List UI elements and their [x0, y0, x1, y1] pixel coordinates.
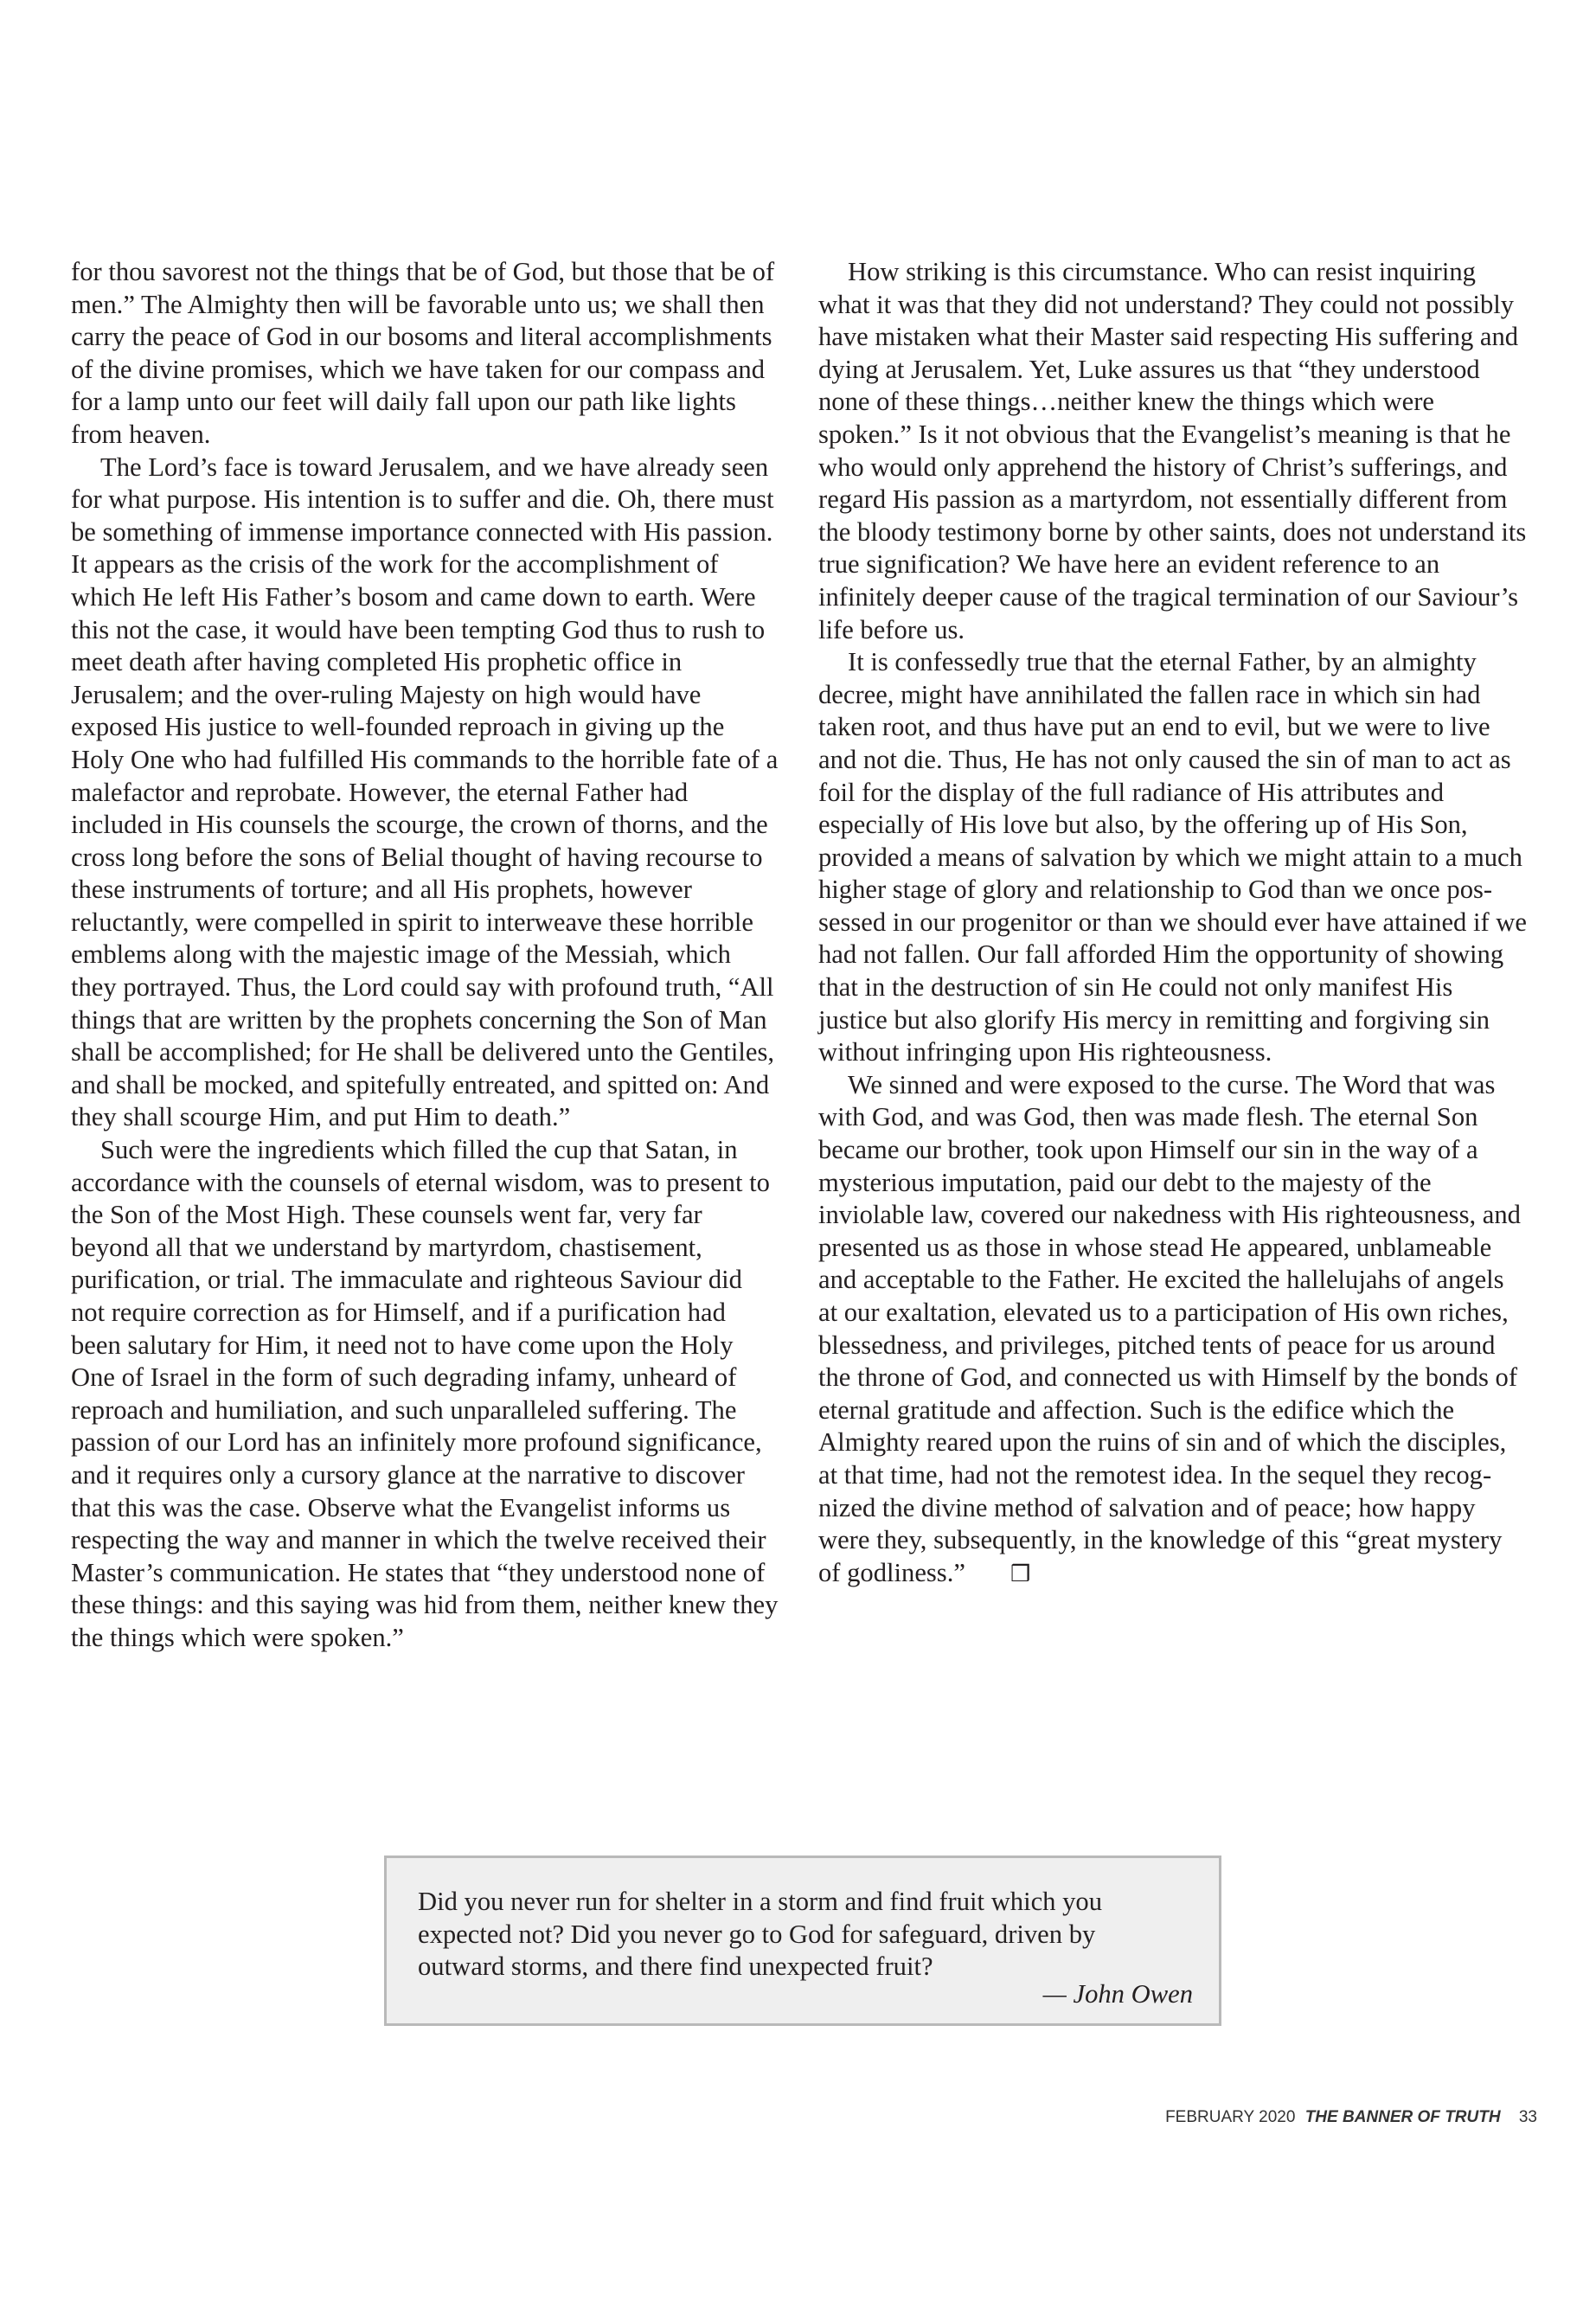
article-paragraph-last [818, 1069, 1528, 1592]
article-paragraph: The Lord’s face is toward Jerusalem, and we have already seen for what purpose. His intention is to suffer and die. Oh, there must be something of immense importance connected with His passion. It appears as the crisis of the work for the accomplishment of which He left His Father’s bosom and came down to earth. Were this not the case, it would have been tempting God thus to rush to meet death after having completed His prophetic office in Jerusalem; and the over-ruling Majesty on high would have exposed His justice to well-founded reproach in giving up the Holy One who had fulfilled His commands to the horrible fate of a malefactor and reprobate. However, the eternal Father had included in His counsels the scourge, the crown of thorns, and the cross long before the sons of Belial thought of having recourse to these instruments of torture; and all His prophets, however reluctantly, were compelled in spirit to interweave these horrible emblems along with the majestic image of the Messiah, which they portrayed. Thus, the Lord could say with profound truth, “All things that are written by the prophets concerning the Son of Man shall be accomplished; for He shall be delivered unto the Gentiles, and shall be mocked, and spitefully entreated, and spitted on: And they shall scourge Him, and put Him to death.” [71, 452, 779, 1132]
article-paragraph: Such were the ingredients which filled the cup that Satan, in accordance with the counsels of eternal wisdom, was to present to the Son of the Most High. These counsels went far, very far beyond all that we understand by martyrdom, chastisement, purification, or trial. The immaculate and righteous Saviour did not require correction as for Himself, and if a purification had been salutary for Him, it need not to have come upon the Holy One of Israel in the form of such degrading infamy, unheard of reproach and humiliation, and such unparalleled suffering. The passion of our Lord has an infinitely more profound significance, and it requires only a cursory glance at the narrative to discover that this was the case. Observe what the Evangelist informs us respecting the way and manner in which the twelve received their Master’s communication. He states that “they understood none of these things: and this saying was hid from them, neither knew they the things which were spoken.” [71, 1135, 779, 1652]
article-column-right [818, 256, 1528, 1591]
pull-quote-author: — John Owen [1042, 1979, 1193, 2009]
footer-publication-title: THE BANNER OF TRUTH [1304, 2108, 1501, 2126]
article-paragraph: for thou savorest not the things that be of God, but those that be of men.” The Almighty then will be favorable unto us; we shall then carry the peace of God in our bosoms and literal accomplishments of the divine promises, which we have taken for our compass and for a lamp unto our feet will daily fall upon our path like lights from heaven. [71, 257, 775, 449]
article-column-left [71, 256, 780, 1655]
footer-page-number: 33 [1518, 2108, 1537, 2126]
end-of-article-icon: ❒ [1010, 1561, 1031, 1587]
article-paragraph: How striking is this circumstance. Who can resist inquiring what it was that they did not understand? They could not possibly have mistaken what their Master said respecting His suffering and dying at Jerusalem. Yet, Luke assures us that “they understood none of these things…neither knew the things which were spoken.” Is it not obvious that the Evangelist’s meaning is that he who would only apprehend the history of Christ’s sufferings, and regard His passion as a martyrdom, not essentially different from the bloody testimony borne by other saints, does not understand its true signification? We have here an evident reference to an infinitely deeper cause of the tragical termination of our Saviour’s life before us. [818, 257, 1527, 644]
article-paragraph-text: We sinned and were exposed to the curse. The Word that was with God, and was God, then was made flesh. The eternal Son became our brother, took upon Himself our sin in the way of a mysterious imputation, paid our debt to the majesty of the inviolable law, covered our nakedness with His righteousness, and presented us as those in whose stead He appeared, unblameable and acceptable to the Father. He excited the hallelujahs of angels at our exaltation, elevated us to a participation of His own riches, blessedness, and privileges, pitched tents of peace for us around the throne of God, and connected us with Himself by the bonds of eternal gratitude and affection. Such is the edifice which the Almighty reared upon the ruins of sin and of which the disciples, at that time, had not the remotest idea. In the sequel they recognized the divine method of salvation and of peace; how happy were they, subsequently, in the knowledge of this “great mystery of godliness.” [818, 1069, 1521, 1587]
pull-quote-box [384, 1856, 1221, 2026]
footer-issue-date: FEBRUARY 2020 [1165, 2108, 1296, 2126]
pull-quote-text: Did you never run for shelter in a storm and find fruit which you expected not? Did you never go to God for safeguard, driven by outward storms, and there find unexpected fruit? [418, 1887, 1103, 1982]
page-footer [1165, 2108, 1537, 2127]
article-paragraph: It is confessedly true that the eternal Father, by an almighty decree, might have annihilated the fallen race in which sin had taken root, and thus have put an end to evil, but we were to live and not die. Thus, He has not only caused the sin of man to act as foil for the display of the full radiance of His attributes and especially of His love but also, by the offering up of His Son, provided a means of salvation by which we might attain to a much higher stage of glory and relationship to God than we once possessed in our progenitor or than we should ever have attained if we had not fallen. Our fall afforded Him the opportunity of showing that in the destruction of sin He could not only manifest His justice but also glorify His mercy in remitting and forgiving sin without infringing upon His righteousness. [818, 647, 1527, 1067]
